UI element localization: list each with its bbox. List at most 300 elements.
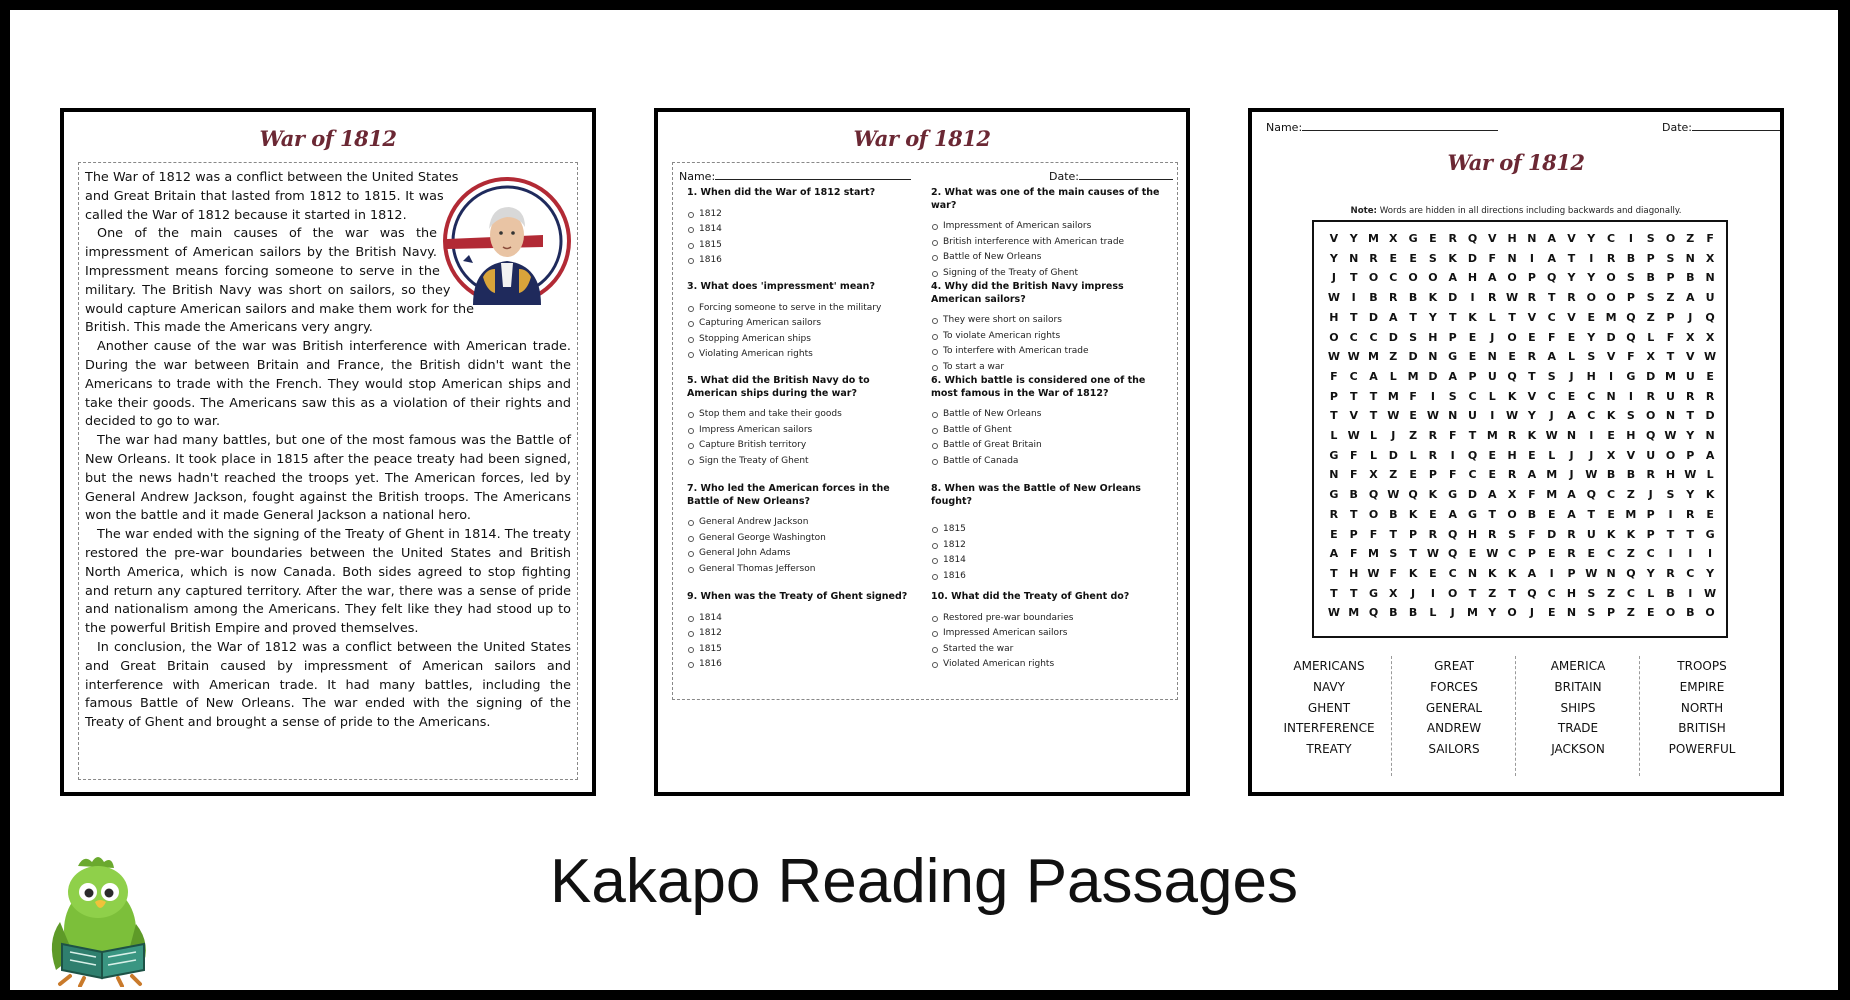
- grid-letter[interactable]: M: [1486, 429, 1498, 442]
- answer-option[interactable]: Battle of Canada: [931, 454, 1167, 470]
- answer-option[interactable]: To violate American rights: [931, 329, 1167, 345]
- answer-option[interactable]: Battle of New Orleans: [931, 407, 1167, 423]
- grid-letter[interactable]: R: [1507, 429, 1517, 442]
- grid-letter[interactable]: P: [1329, 389, 1338, 403]
- grid-letter[interactable]: W: [1704, 586, 1717, 600]
- grid-letter[interactable]: C: [1607, 488, 1616, 502]
- grid-letter[interactable]: Z: [1626, 606, 1635, 620]
- grid-letter[interactable]: W: [1387, 488, 1400, 502]
- grid-letter[interactable]: V: [1567, 310, 1576, 324]
- grid-letter[interactable]: E: [1567, 330, 1576, 344]
- answer-option[interactable]: Capture British territory: [687, 438, 923, 454]
- grid-letter[interactable]: Y: [1587, 271, 1596, 285]
- grid-letter[interactable]: X: [1389, 586, 1398, 600]
- grid-letter[interactable]: X: [1606, 448, 1616, 462]
- grid-letter[interactable]: F: [1627, 350, 1635, 364]
- grid-letter[interactable]: V: [1686, 350, 1695, 364]
- grid-letter[interactable]: H: [1566, 586, 1577, 600]
- grid-letter[interactable]: U: [1487, 369, 1497, 383]
- grid-letter[interactable]: F: [1448, 468, 1457, 482]
- grid-letter[interactable]: A: [1705, 448, 1715, 462]
- grid-letter[interactable]: G: [1467, 507, 1477, 521]
- grid-letter[interactable]: W: [1506, 291, 1519, 305]
- grid-letter[interactable]: W: [1367, 566, 1380, 580]
- grid-letter[interactable]: R: [1567, 291, 1576, 305]
- grid-letter[interactable]: Q: [1408, 488, 1418, 502]
- grid-letter[interactable]: W: [1684, 468, 1697, 482]
- grid-letter[interactable]: O: [1665, 606, 1676, 620]
- grid-letter[interactable]: H: [1467, 527, 1478, 541]
- answer-option[interactable]: Violated American rights: [931, 657, 1167, 673]
- grid-letter[interactable]: C: [1508, 547, 1517, 561]
- grid-letter[interactable]: Q: [1467, 448, 1478, 462]
- grid-letter[interactable]: Y: [1686, 429, 1695, 442]
- grid-letter[interactable]: T: [1528, 369, 1536, 383]
- grid-letter[interactable]: O: [1705, 606, 1715, 620]
- answer-option[interactable]: 1816: [931, 569, 1167, 585]
- grid-letter[interactable]: I: [1529, 251, 1534, 265]
- grid-letter[interactable]: Q: [1368, 606, 1379, 620]
- answer-option[interactable]: Impressment of American sailors: [931, 219, 1167, 235]
- grid-letter[interactable]: E: [1409, 468, 1417, 482]
- answer-option[interactable]: 1816: [687, 253, 923, 269]
- grid-letter[interactable]: W: [1426, 547, 1439, 561]
- grid-letter[interactable]: R: [1705, 389, 1715, 403]
- date-blank[interactable]: [1692, 120, 1780, 131]
- grid-letter[interactable]: W: [1545, 429, 1558, 442]
- grid-letter[interactable]: R: [1329, 507, 1339, 521]
- grid-letter[interactable]: H: [1665, 468, 1676, 482]
- grid-letter[interactable]: C: [1369, 330, 1378, 344]
- grid-letter[interactable]: N: [1329, 468, 1339, 482]
- grid-letter[interactable]: A: [1448, 507, 1457, 521]
- date-field[interactable]: [1049, 169, 1173, 183]
- grid-letter[interactable]: R: [1666, 566, 1675, 580]
- answer-option[interactable]: 1815: [931, 522, 1167, 538]
- grid-letter[interactable]: B: [1666, 586, 1675, 600]
- grid-letter[interactable]: I: [1628, 232, 1633, 245]
- grid-letter[interactable]: C: [1587, 389, 1596, 403]
- grid-letter[interactable]: T: [1349, 507, 1358, 521]
- grid-letter[interactable]: N: [1428, 350, 1438, 364]
- grid-letter[interactable]: E: [1468, 547, 1477, 561]
- grid-letter[interactable]: S: [1428, 251, 1437, 265]
- grid-letter[interactable]: J: [1490, 330, 1495, 344]
- grid-letter[interactable]: I: [1668, 547, 1673, 561]
- grid-letter[interactable]: A: [1567, 488, 1576, 502]
- grid-letter[interactable]: Z: [1646, 310, 1655, 324]
- grid-letter[interactable]: B: [1349, 488, 1358, 502]
- grid-letter[interactable]: Y: [1527, 409, 1536, 423]
- grid-letter[interactable]: A: [1547, 251, 1556, 265]
- grid-letter[interactable]: L: [1548, 448, 1556, 462]
- grid-letter[interactable]: A: [1369, 369, 1378, 383]
- grid-letter[interactable]: T: [1666, 350, 1675, 364]
- grid-letter[interactable]: F: [1448, 429, 1457, 442]
- letter-grid[interactable]: [1312, 220, 1728, 638]
- grid-letter[interactable]: J: [1529, 606, 1534, 620]
- grid-letter[interactable]: W: [1327, 291, 1340, 305]
- answer-option[interactable]: They were short on sailors: [931, 313, 1167, 329]
- grid-letter[interactable]: Q: [1448, 547, 1458, 561]
- grid-letter[interactable]: P: [1448, 330, 1457, 344]
- answer-option[interactable]: General John Adams: [687, 546, 923, 562]
- answer-option[interactable]: Battle of Great Britain: [931, 438, 1167, 454]
- grid-letter[interactable]: M: [1625, 507, 1637, 521]
- grid-letter[interactable]: X: [1646, 350, 1655, 364]
- grid-letter[interactable]: T: [1508, 586, 1516, 600]
- answer-option[interactable]: To start a war: [931, 360, 1167, 376]
- grid-letter[interactable]: D: [1388, 448, 1398, 462]
- grid-letter[interactable]: D: [1448, 291, 1458, 305]
- grid-letter[interactable]: G: [1329, 488, 1339, 502]
- grid-letter[interactable]: D: [1428, 369, 1438, 383]
- answer-option[interactable]: Started the war: [931, 642, 1167, 658]
- grid-letter[interactable]: T: [1369, 409, 1378, 423]
- grid-letter[interactable]: E: [1607, 429, 1615, 442]
- grid-letter[interactable]: E: [1646, 606, 1655, 620]
- grid-letter[interactable]: Y: [1706, 566, 1715, 580]
- grid-letter[interactable]: T: [1547, 291, 1556, 305]
- answer-option[interactable]: Impress American sailors: [687, 423, 923, 439]
- grid-letter[interactable]: S: [1587, 350, 1596, 364]
- grid-letter[interactable]: M: [1407, 369, 1419, 383]
- grid-letter[interactable]: C: [1547, 310, 1556, 324]
- answer-option[interactable]: General Thomas Jefferson: [687, 562, 923, 578]
- grid-letter[interactable]: D: [1408, 350, 1418, 364]
- grid-letter[interactable]: Q: [1467, 232, 1478, 245]
- grid-letter[interactable]: N: [1349, 251, 1359, 265]
- grid-letter[interactable]: P: [1646, 251, 1655, 265]
- grid-letter[interactable]: O: [1368, 271, 1379, 285]
- grid-letter[interactable]: M: [1368, 232, 1379, 245]
- grid-letter[interactable]: M: [1348, 606, 1360, 620]
- grid-letter[interactable]: X: [1389, 232, 1398, 245]
- grid-letter[interactable]: H: [1428, 330, 1438, 344]
- grid-letter[interactable]: W: [1486, 547, 1499, 561]
- grid-letter[interactable]: R: [1567, 527, 1576, 541]
- grid-letter[interactable]: N: [1487, 350, 1497, 364]
- grid-letter[interactable]: Q: [1646, 429, 1656, 442]
- answer-option[interactable]: Capturing American sailors: [687, 316, 923, 332]
- grid-letter[interactable]: Z: [1389, 468, 1398, 482]
- grid-letter[interactable]: T: [1349, 271, 1358, 285]
- grid-letter[interactable]: F: [1488, 251, 1497, 265]
- grid-letter[interactable]: E: [1528, 330, 1536, 344]
- grid-letter[interactable]: E: [1567, 389, 1576, 403]
- grid-letter[interactable]: B: [1389, 507, 1398, 521]
- grid-letter[interactable]: M: [1368, 547, 1379, 561]
- grid-letter[interactable]: F: [1330, 369, 1338, 383]
- grid-letter[interactable]: T: [1587, 507, 1596, 521]
- grid-letter[interactable]: F: [1349, 468, 1358, 482]
- grid-letter[interactable]: P: [1626, 291, 1635, 305]
- grid-letter[interactable]: E: [1409, 409, 1417, 423]
- grid-letter[interactable]: J: [1688, 310, 1693, 324]
- grid-letter[interactable]: S: [1508, 527, 1517, 541]
- grid-letter[interactable]: P: [1646, 527, 1655, 541]
- grid-letter[interactable]: V: [1567, 232, 1576, 245]
- grid-letter[interactable]: C: [1626, 586, 1635, 600]
- grid-letter[interactable]: S: [1448, 389, 1457, 403]
- grid-letter[interactable]: D: [1705, 409, 1715, 423]
- grid-letter[interactable]: T: [1468, 429, 1477, 442]
- grid-letter[interactable]: L: [1389, 369, 1397, 383]
- grid-letter[interactable]: L: [1488, 310, 1496, 324]
- grid-letter[interactable]: O: [1507, 271, 1517, 285]
- grid-letter[interactable]: E: [1587, 310, 1596, 324]
- answer-option[interactable]: General George Washington: [687, 531, 923, 547]
- grid-letter[interactable]: T: [1330, 409, 1338, 423]
- grid-letter[interactable]: Y: [1587, 330, 1596, 344]
- grid-letter[interactable]: R: [1428, 429, 1438, 442]
- answer-option[interactable]: Stop them and take their goods: [687, 407, 923, 423]
- grid-letter[interactable]: E: [1547, 507, 1556, 521]
- grid-letter[interactable]: T: [1567, 251, 1576, 265]
- answer-option[interactable]: Restored pre-war boundaries: [931, 611, 1167, 627]
- grid-letter[interactable]: T: [1389, 527, 1398, 541]
- grid-letter[interactable]: C: [1468, 389, 1477, 403]
- grid-letter[interactable]: E: [1547, 606, 1556, 620]
- grid-letter[interactable]: L: [1647, 330, 1655, 344]
- date-field[interactable]: [1662, 120, 1780, 134]
- grid-letter[interactable]: P: [1607, 606, 1616, 620]
- grid-letter[interactable]: B: [1527, 507, 1537, 521]
- grid-letter[interactable]: T: [1349, 389, 1358, 403]
- grid-letter[interactable]: T: [1330, 586, 1338, 600]
- grid-letter[interactable]: J: [1450, 606, 1455, 620]
- grid-letter[interactable]: E: [1607, 507, 1615, 521]
- grid-letter[interactable]: A: [1567, 507, 1576, 521]
- grid-letter[interactable]: Z: [1409, 429, 1418, 442]
- grid-letter[interactable]: C: [1547, 586, 1556, 600]
- grid-letter[interactable]: E: [1706, 369, 1714, 383]
- grid-letter[interactable]: Z: [1626, 488, 1635, 502]
- answer-option[interactable]: British interference with American trade: [931, 235, 1167, 251]
- grid-letter[interactable]: A: [1389, 310, 1398, 324]
- grid-letter[interactable]: U: [1685, 369, 1695, 383]
- grid-letter[interactable]: E: [1488, 468, 1497, 482]
- grid-letter[interactable]: R: [1686, 389, 1695, 403]
- grid-letter[interactable]: U: [1586, 527, 1596, 541]
- grid-letter[interactable]: K: [1428, 291, 1438, 305]
- grid-letter[interactable]: F: [1547, 330, 1556, 344]
- grid-letter[interactable]: C: [1686, 566, 1695, 580]
- grid-letter[interactable]: O: [1428, 271, 1438, 285]
- grid-letter[interactable]: X: [1705, 330, 1715, 344]
- grid-letter[interactable]: F: [1706, 232, 1714, 245]
- grid-letter[interactable]: Z: [1666, 291, 1675, 305]
- grid-letter[interactable]: V: [1527, 310, 1537, 324]
- grid-letter[interactable]: I: [1688, 586, 1693, 600]
- answer-option[interactable]: 1812: [931, 538, 1167, 554]
- grid-letter[interactable]: A: [1448, 369, 1457, 383]
- grid-letter[interactable]: D: [1606, 330, 1616, 344]
- grid-letter[interactable]: F: [1666, 330, 1675, 344]
- answer-option[interactable]: 1814: [687, 222, 923, 238]
- grid-letter[interactable]: A: [1686, 291, 1695, 305]
- grid-letter[interactable]: W: [1426, 409, 1439, 423]
- grid-letter[interactable]: O: [1606, 271, 1616, 285]
- grid-letter[interactable]: T: [1686, 409, 1695, 423]
- grid-letter[interactable]: S: [1666, 488, 1675, 502]
- grid-letter[interactable]: U: [1468, 409, 1477, 423]
- grid-letter[interactable]: P: [1527, 271, 1536, 285]
- grid-letter[interactable]: W: [1585, 566, 1598, 580]
- grid-letter[interactable]: I: [1450, 448, 1455, 462]
- answer-option[interactable]: Stopping American ships: [687, 332, 923, 348]
- grid-letter[interactable]: R: [1488, 291, 1497, 305]
- grid-letter[interactable]: Z: [1607, 586, 1616, 600]
- grid-letter[interactable]: Y: [1567, 271, 1576, 285]
- grid-letter[interactable]: F: [1369, 527, 1378, 541]
- grid-letter[interactable]: Q: [1626, 330, 1636, 344]
- grid-letter[interactable]: K: [1408, 566, 1418, 580]
- grid-letter[interactable]: C: [1389, 271, 1398, 285]
- grid-letter[interactable]: T: [1409, 547, 1417, 561]
- grid-letter[interactable]: N: [1705, 271, 1715, 285]
- grid-letter[interactable]: T: [1488, 507, 1497, 521]
- grid-letter[interactable]: M: [1546, 488, 1558, 502]
- grid-letter[interactable]: C: [1349, 330, 1358, 344]
- grid-letter[interactable]: E: [1429, 566, 1437, 580]
- grid-letter[interactable]: L: [1409, 448, 1417, 462]
- grid-letter[interactable]: C: [1607, 547, 1616, 561]
- grid-letter[interactable]: F: [1409, 389, 1417, 403]
- grid-letter[interactable]: F: [1349, 448, 1358, 462]
- grid-letter[interactable]: B: [1626, 468, 1636, 482]
- grid-letter[interactable]: E: [1547, 547, 1556, 561]
- grid-letter[interactable]: J: [1569, 468, 1574, 482]
- name-blank[interactable]: [715, 169, 911, 180]
- grid-letter[interactable]: R: [1389, 291, 1398, 305]
- grid-letter[interactable]: I: [1668, 507, 1673, 521]
- grid-letter[interactable]: R: [1527, 291, 1537, 305]
- grid-letter[interactable]: N: [1507, 251, 1517, 265]
- grid-letter[interactable]: T: [1468, 586, 1477, 600]
- grid-letter[interactable]: R: [1646, 468, 1655, 482]
- grid-letter[interactable]: O: [1329, 330, 1339, 344]
- grid-letter[interactable]: Y: [1686, 488, 1695, 502]
- grid-letter[interactable]: A: [1488, 488, 1497, 502]
- answer-option[interactable]: 1815: [687, 642, 923, 658]
- grid-letter[interactable]: W: [1327, 606, 1340, 620]
- grid-letter[interactable]: J: [1569, 369, 1574, 383]
- grid-letter[interactable]: J: [1549, 409, 1554, 423]
- grid-letter[interactable]: M: [1546, 468, 1558, 482]
- grid-letter[interactable]: I: [1430, 586, 1435, 600]
- grid-letter[interactable]: K: [1527, 429, 1537, 442]
- grid-letter[interactable]: K: [1705, 488, 1715, 502]
- grid-letter[interactable]: P: [1428, 468, 1437, 482]
- grid-letter[interactable]: R: [1507, 468, 1517, 482]
- grid-letter[interactable]: Q: [1705, 310, 1715, 324]
- grid-letter[interactable]: W: [1387, 409, 1400, 423]
- name-field[interactable]: [1266, 120, 1498, 134]
- grid-letter[interactable]: S: [1646, 232, 1655, 245]
- grid-letter[interactable]: M: [1467, 606, 1478, 620]
- grid-letter[interactable]: L: [1369, 429, 1377, 442]
- answer-option[interactable]: 1812: [687, 207, 923, 223]
- grid-letter[interactable]: G: [1705, 527, 1715, 541]
- grid-letter[interactable]: M: [1665, 369, 1676, 383]
- grid-letter[interactable]: T: [1666, 527, 1675, 541]
- grid-letter[interactable]: V: [1606, 350, 1616, 364]
- grid-letter[interactable]: E: [1488, 448, 1497, 462]
- grid-letter[interactable]: Y: [1646, 566, 1655, 580]
- grid-letter[interactable]: G: [1448, 350, 1458, 364]
- answer-option[interactable]: General Andrew Jackson: [687, 515, 923, 531]
- grid-letter[interactable]: G: [1448, 488, 1458, 502]
- grid-letter[interactable]: A: [1547, 232, 1556, 245]
- grid-letter[interactable]: Z: [1626, 547, 1635, 561]
- answer-option[interactable]: 1816: [687, 657, 923, 673]
- grid-letter[interactable]: Z: [1389, 350, 1398, 364]
- grid-letter[interactable]: P: [1527, 547, 1536, 561]
- grid-letter[interactable]: T: [1409, 310, 1417, 324]
- date-blank[interactable]: [1079, 169, 1173, 180]
- grid-letter[interactable]: O: [1507, 507, 1517, 521]
- grid-letter[interactable]: H: [1349, 566, 1359, 580]
- grid-letter[interactable]: A: [1329, 547, 1339, 561]
- grid-letter[interactable]: E: [1528, 448, 1536, 462]
- grid-letter[interactable]: S: [1626, 409, 1635, 423]
- grid-letter[interactable]: P: [1686, 448, 1695, 462]
- answer-option[interactable]: Impressed American sailors: [931, 626, 1167, 642]
- grid-letter[interactable]: C: [1587, 409, 1596, 423]
- grid-letter[interactable]: W: [1585, 468, 1598, 482]
- grid-letter[interactable]: J: [1391, 429, 1396, 442]
- grid-letter[interactable]: V: [1626, 448, 1636, 462]
- grid-letter[interactable]: L: [1429, 606, 1437, 620]
- grid-letter[interactable]: I: [1351, 291, 1356, 305]
- grid-letter[interactable]: Q: [1527, 586, 1537, 600]
- grid-letter[interactable]: L: [1488, 389, 1496, 403]
- grid-letter[interactable]: E: [1429, 232, 1437, 245]
- grid-letter[interactable]: H: [1507, 448, 1517, 462]
- grid-letter[interactable]: H: [1329, 310, 1339, 324]
- answer-option[interactable]: 1814: [687, 611, 923, 627]
- grid-letter[interactable]: T: [1686, 527, 1695, 541]
- grid-letter[interactable]: B: [1686, 606, 1695, 620]
- grid-letter[interactable]: E: [1468, 330, 1477, 344]
- grid-letter[interactable]: K: [1507, 566, 1517, 580]
- grid-letter[interactable]: K: [1448, 251, 1457, 265]
- grid-letter[interactable]: G: [1626, 369, 1636, 383]
- answer-option[interactable]: Violating American rights: [687, 347, 923, 363]
- grid-letter[interactable]: K: [1606, 527, 1616, 541]
- grid-letter[interactable]: I: [1430, 389, 1435, 403]
- grid-letter[interactable]: F: [1528, 527, 1536, 541]
- answer-option[interactable]: 1812: [687, 626, 923, 642]
- grid-letter[interactable]: P: [1666, 271, 1675, 285]
- answer-option[interactable]: Forcing someone to serve in the military: [687, 301, 923, 317]
- grid-letter[interactable]: D: [1547, 527, 1557, 541]
- grid-letter[interactable]: W: [1327, 350, 1340, 364]
- grid-letter[interactable]: S: [1409, 330, 1418, 344]
- grid-letter[interactable]: E: [1508, 350, 1516, 364]
- grid-letter[interactable]: I: [1609, 369, 1614, 383]
- grid-letter[interactable]: H: [1467, 271, 1478, 285]
- grid-letter[interactable]: H: [1507, 232, 1517, 245]
- grid-letter[interactable]: Y: [1349, 232, 1358, 245]
- grid-letter[interactable]: G: [1329, 448, 1339, 462]
- grid-letter[interactable]: R: [1428, 527, 1438, 541]
- grid-letter[interactable]: D: [1646, 369, 1656, 383]
- grid-letter[interactable]: B: [1626, 251, 1636, 265]
- grid-letter[interactable]: N: [1448, 409, 1458, 423]
- grid-letter[interactable]: W: [1347, 350, 1360, 364]
